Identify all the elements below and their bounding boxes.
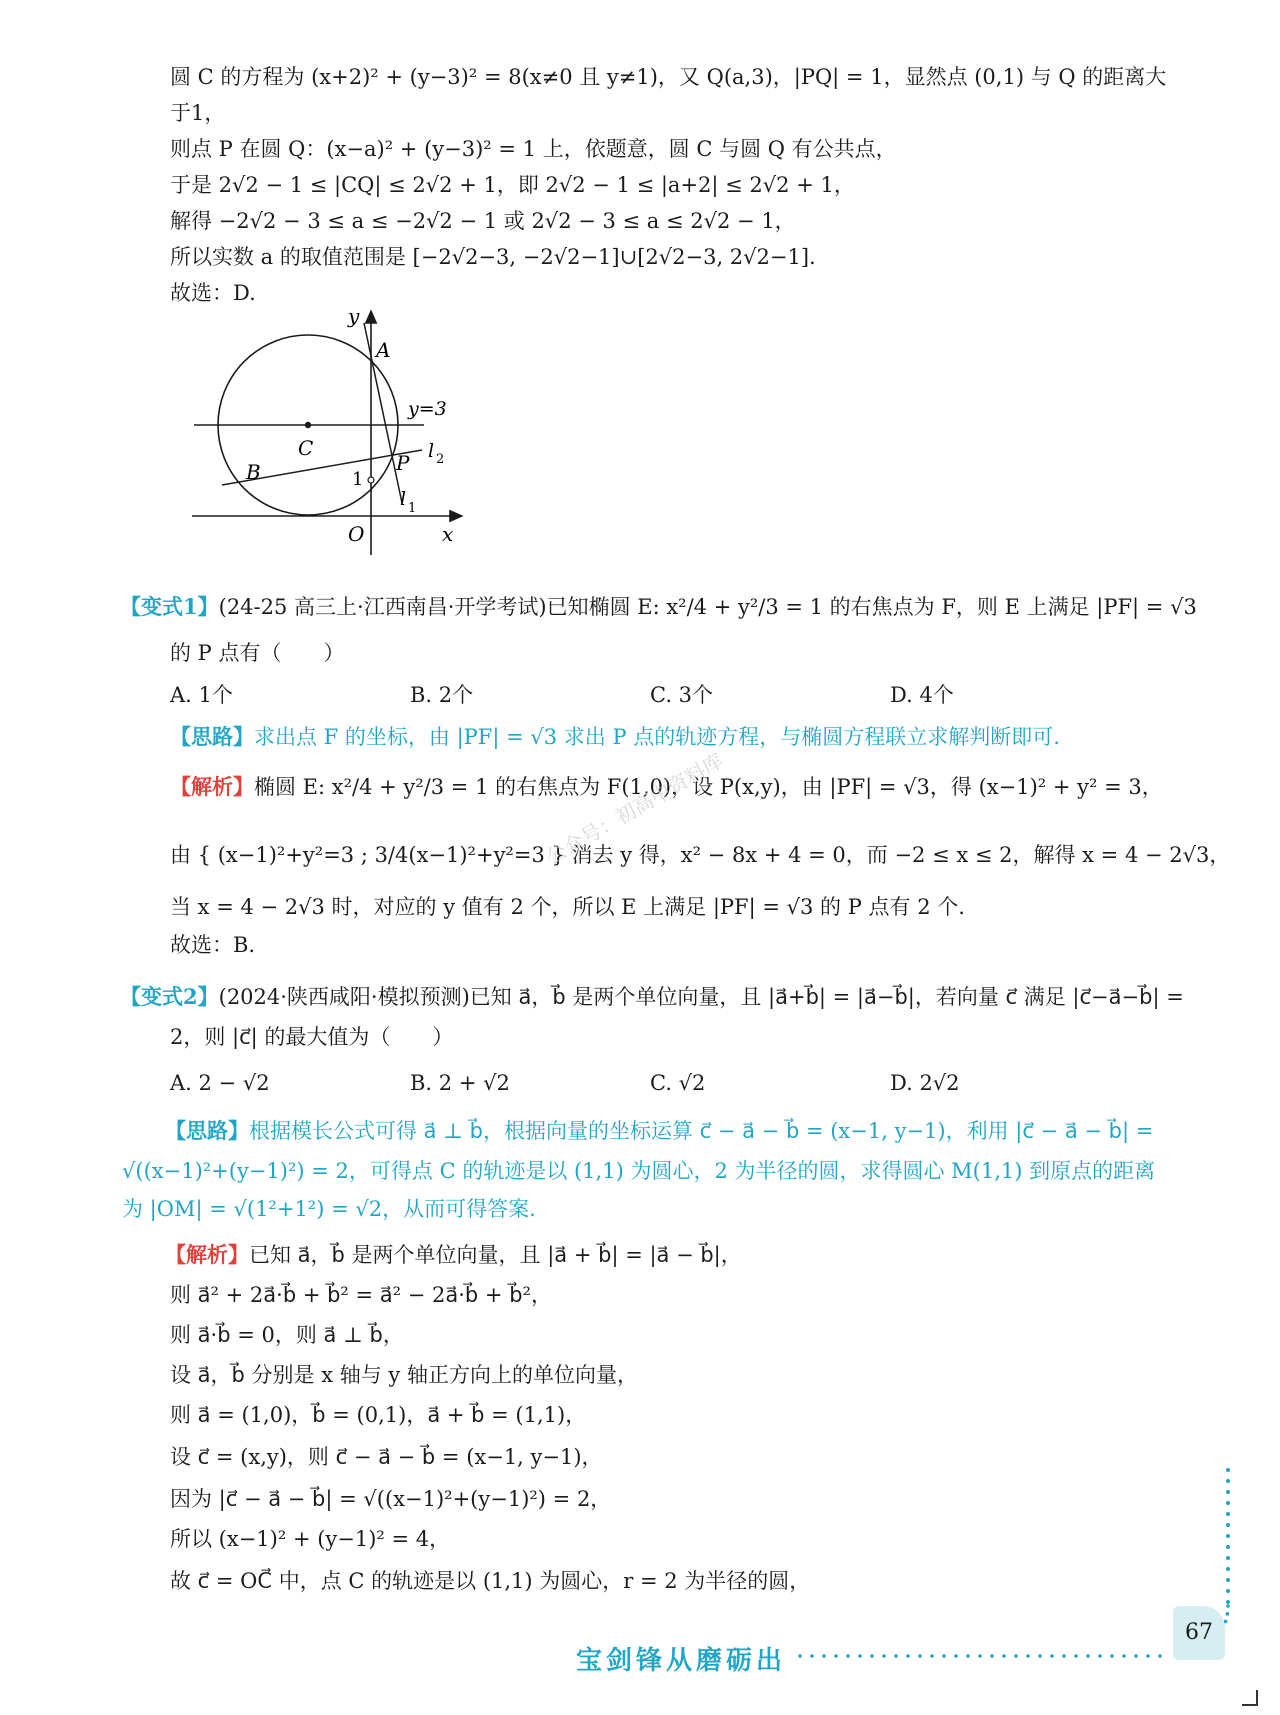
decor-dot <box>1226 1468 1230 1472</box>
decor-dot <box>990 1654 994 1658</box>
y-axis-label: y <box>348 305 360 328</box>
decor-dot <box>1110 1654 1114 1658</box>
text-line: 则点 P 在圆 Q：(x−a)² + (y−3)² = 1 上，依题意，圆 C 与圆 Q 有公共点， <box>170 137 897 161</box>
decor-dot <box>846 1654 850 1658</box>
decor-dot <box>1026 1654 1030 1658</box>
decor-dot <box>1226 1600 1230 1604</box>
variant-2-analysis-line: 则 a⃗ = (1,0)，b⃗ = (0,1)，a⃗ + b⃗ = (1,1)， <box>170 1403 587 1427</box>
variant-2-question-cont: 2，则 |c⃗| 的最大值为（ ） <box>170 1025 454 1049</box>
decor-dot <box>1226 1545 1230 1549</box>
decor-dot <box>1226 1523 1230 1527</box>
variant-2-analysis-line: 设 c⃗ = (x,y)，则 c⃗ − a⃗ − b⃗ = (x−1, y−1)， <box>170 1445 603 1469</box>
text-line: 解得 −2√2 − 3 ≤ a ≤ −2√2 − 1 或 2√2 − 3 ≤ a ≤ 2√2 − 1， <box>170 209 796 233</box>
page-number: 67 <box>1173 1606 1225 1660</box>
decor-dot <box>954 1654 958 1658</box>
variant-1-tag: 【变式1】 <box>120 594 219 619</box>
variant-1-option-d: D. 4个 <box>890 683 954 707</box>
point-p-label: P <box>396 451 410 475</box>
variant-1-analysis-line: 当 x = 4 − 2√3 时，对应的 y 值有 2 个，所以 E 上满足 |PF| = √3 的 P 点有 2 个. <box>170 895 965 919</box>
decor-dot <box>1038 1654 1042 1658</box>
decor-dot <box>1226 1512 1230 1516</box>
decor-dot <box>1226 1578 1230 1582</box>
decor-dot <box>1226 1556 1230 1560</box>
decor-dot <box>1226 1501 1230 1505</box>
decor-dot <box>1050 1654 1054 1658</box>
text-line: 于是 2√2 − 1 ≤ |CQ| ≤ 2√2 + 1，即 2√2 − 1 ≤ |a+2| ≤ 2√2 + 1， <box>170 173 855 197</box>
decor-dot <box>1158 1654 1162 1658</box>
decor-dot <box>1226 1534 1230 1538</box>
variant-2-analysis-line: 所以 (x−1)² + (y−1)² = 4， <box>170 1527 451 1551</box>
text-line: 圆 C 的方程为 (x+2)² + (y−3)² = 8(x≠0 且 y≠1)，又 Q(a,3)，|PQ| = 1，显然点 (0,1) 与 Q 的距离大 <box>170 65 1167 89</box>
variant-2-option-b: B. 2 + √2 <box>410 1071 510 1095</box>
decor-dot <box>822 1654 826 1658</box>
decor-dot <box>918 1654 922 1658</box>
decor-dot <box>810 1654 814 1658</box>
l1-subscript: 1 <box>408 501 417 516</box>
decor-dot <box>1002 1654 1006 1658</box>
variant-1-option-a: A. 1个 <box>170 683 233 707</box>
variant-1-question-text: (24-25 高三上·江西南昌·开学考试)已知椭圆 E: x²/4 + y²/3 = 1 的右焦点为 F，则 E 上满足 |PF| = √3 <box>218 595 1197 619</box>
analysis-text: 已知 a⃗，b⃗ 是两个单位向量，且 |a⃗ + b⃗| = |a⃗ − b⃗|， <box>249 1243 742 1267</box>
variant-2-idea-line: √((x−1)²+(y−1)²) = 2，可得点 C 的轨迹是以 (1,1) 为圆心，2 为半径的圆，求得圆心 M(1,1) 到原点的距离 <box>122 1159 1156 1183</box>
variant-2-analysis-line: 则 a⃗·b⃗ = 0，则 a⃗ ⊥ b⃗， <box>170 1323 404 1347</box>
decor-dot <box>882 1654 886 1658</box>
variant-2-analysis-line: 因为 |c⃗ − a⃗ − b⃗| = √((x−1)²+(y−1)²) = 2， <box>170 1487 612 1511</box>
l2-label: l <box>428 440 435 462</box>
decor-dot <box>1098 1654 1102 1658</box>
idea-text: 求出点 F 的坐标，由 |PF| = √3 求出 P 点的轨迹方程，与椭圆方程联立求解判断即可. <box>254 725 1060 749</box>
variant-1-option-b: B. 2个 <box>410 683 474 707</box>
decor-dot <box>834 1654 838 1658</box>
decor-dot <box>798 1654 802 1658</box>
l1-label: l <box>400 488 407 510</box>
variant-1-question-cont: 的 P 点有（ ） <box>170 641 345 665</box>
corner-mark <box>1242 1690 1258 1706</box>
decor-dot <box>1086 1654 1090 1658</box>
decor-dot <box>870 1654 874 1658</box>
analysis-tag: 【解析】 <box>165 1242 249 1267</box>
watermark: 公众号：初高中资料库 <box>542 748 728 870</box>
one-label: 1 <box>352 469 364 490</box>
decor-dot <box>1134 1654 1138 1658</box>
decor-dot <box>1146 1654 1150 1658</box>
origin-label: O <box>348 522 365 546</box>
answer-line: 故选：D. <box>170 281 256 305</box>
decor-dot <box>1074 1654 1078 1658</box>
footer-slogan: 宝剑锋从磨砺出 <box>576 1646 787 1676</box>
point-b-label: B <box>246 460 261 484</box>
decor-dot <box>906 1654 910 1658</box>
variant-2-analysis-line: 则 a⃗² + 2a⃗·b⃗ + b⃗² = a⃗² − 2a⃗·b⃗ + b⃗²， <box>170 1283 552 1307</box>
variant-2-analysis-line: 故 c⃗ = OC⃗ 中，点 C 的轨迹是以 (1,1) 为圆心，r = 2 为半径的圆， <box>170 1569 811 1593</box>
idea-tag: 【思路】 <box>170 724 254 749</box>
decor-dot <box>1226 1589 1230 1593</box>
idea-text: 根据模长公式可得 a⃗ ⊥ b⃗，根据向量的坐标运算 c⃗ − a⃗ − b⃗ = (x−1, y−1)，利用 |c⃗ − a⃗ − b⃗| = <box>249 1119 1154 1143</box>
variant-2-option-c: C. √2 <box>650 1071 706 1095</box>
variant-2-option-d: D. 2√2 <box>890 1071 960 1095</box>
point-a-label: A <box>376 338 391 362</box>
variant-1-analysis-line: 由 { (x−1)²+y²=3 ; 3/4(x−1)²+y²=3 } 消去 y 得，x² − 8x + 4 = 0，而 −2 ≤ x ≤ 2，解得 x = 4 − 2√3， <box>170 843 1231 867</box>
variant-1-answer: 故选：B. <box>170 933 256 957</box>
decor-dot <box>894 1654 898 1658</box>
decor-dot <box>1226 1612 1230 1616</box>
decor-dot <box>1226 1479 1230 1483</box>
decor-dot <box>966 1654 970 1658</box>
decor-dot <box>930 1654 934 1658</box>
decor-dot <box>1226 1604 1230 1608</box>
decor-dot <box>978 1654 982 1658</box>
variant-2-analysis-line: 设 a⃗，b⃗ 分别是 x 轴与 y 轴正方向上的单位向量， <box>170 1363 638 1387</box>
idea-tag: 【思路】 <box>165 1118 249 1143</box>
variant-2-tag: 【变式2】 <box>120 984 219 1009</box>
analysis-tag: 【解析】 <box>170 774 254 799</box>
variant-2-option-a: A. 2 − √2 <box>170 1071 270 1095</box>
variant-2-idea-line: 为 |OM| = √(1²+1²) = √2，从而可得答案. <box>122 1197 536 1221</box>
decor-dot <box>1226 1567 1230 1571</box>
point-c-label: C <box>298 436 314 460</box>
decor-dot <box>1122 1654 1126 1658</box>
decor-dot <box>1062 1654 1066 1658</box>
y-equals-3-label: y=3 <box>408 398 447 420</box>
text-line: 于1， <box>170 101 226 125</box>
variant-2-question-text: (2024·陕西咸阳·模拟预测)已知 a⃗，b⃗ 是两个单位向量，且 |a⃗+b⃗| = |a⃗−b⃗|，若向量 c⃗ 满足 |c⃗−a⃗−b⃗| = <box>218 985 1184 1009</box>
variant-1-option-c: C. 3个 <box>650 683 714 707</box>
l2-subscript: 2 <box>436 452 445 467</box>
decor-dot <box>1226 1490 1230 1494</box>
text-line: 所以实数 a 的取值范围是 [−2√2−3, −2√2−1]∪[2√2−3, 2√2−1]. <box>170 245 816 269</box>
decor-dot <box>858 1654 862 1658</box>
decor-dot <box>1014 1654 1018 1658</box>
decor-dot <box>942 1654 946 1658</box>
analysis-text: 椭圆 E: x²/4 + y²/3 = 1 的右焦点为 F(1,0)，设 P(x,y)，由 |PF| = √3，得 (x−1)² + y² = 3， <box>254 775 1163 799</box>
x-axis-label: x <box>442 522 454 546</box>
